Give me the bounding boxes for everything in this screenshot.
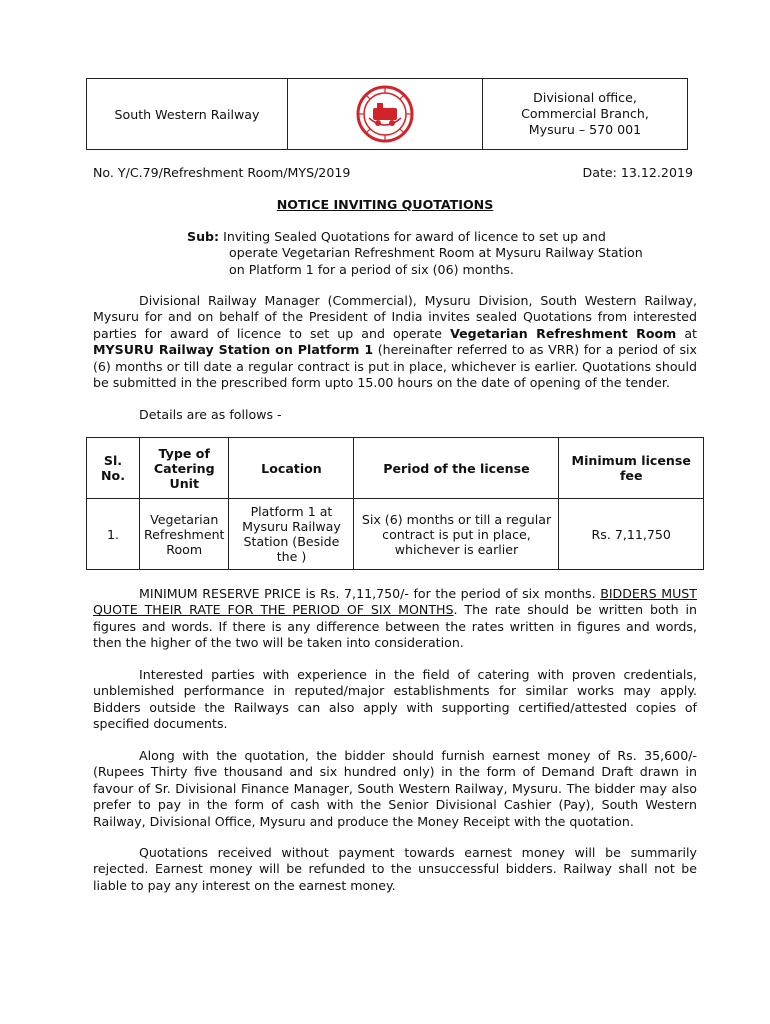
intro-paragraph (93, 293, 697, 391)
column-header: Minimum license fee (559, 438, 704, 499)
table-cell: Platform 1 at Mysuru Railway Station (Beside the ) (229, 499, 354, 570)
table-cell: Rs. 7,11,750 (559, 499, 704, 570)
table-cell: Six (6) months or till a regular contract is put in place, whichever is earlier (354, 499, 559, 570)
table-cell: 1. (87, 499, 140, 570)
para-bold: MYSURU Railway Station on Platform 1 (93, 342, 374, 358)
office-line: Commercial Branch, (521, 106, 649, 121)
notice-date: Date: 13.12.2019 (582, 165, 693, 180)
details-intro (93, 407, 697, 423)
letterhead (86, 78, 688, 150)
para-text: at (676, 325, 697, 341)
details-table (86, 437, 704, 570)
table-row (87, 499, 704, 570)
refund-paragraph (93, 845, 697, 894)
office-line: Mysuru – 570 001 (528, 122, 642, 137)
reference-number: No. Y/C.79/Refreshment Room/MYS/2019 (93, 165, 351, 180)
reference-line (93, 165, 693, 180)
column-header: Location (229, 438, 354, 499)
para-text: Along with the quotation, the bidder should furnish earnest money of Rs. 35,600/- (Rupees Thirty five thousand and six hundred only) in the form of Demand Draft drawn in favour of Sr. Divisional Finance Manager, South Western Railway, Mysuru. The bidder may also prefer to pay in the form of cash with the Senior Divisional Cashier (Pay), South Western Railway, Divisional Office, Mysuru and produce the Money Receipt with the quotation. (93, 748, 697, 829)
reserve-price-paragraph (93, 586, 697, 652)
para-bold: Vegetarian Refreshment Room (450, 325, 677, 341)
office-line: Divisional office, (533, 90, 637, 105)
eligibility-paragraph (93, 667, 697, 733)
column-header: Type of Catering Unit (140, 438, 229, 499)
subject-line: on Platform 1 for a period of six (06) months. (229, 261, 514, 277)
para-underlined: BIDDERS MUST QUOTE THEIR RATE FOR THE PERIOD OF SIX MONTHS (93, 586, 697, 618)
org-name: South Western Railway (87, 79, 288, 149)
subject-line: Inviting Sealed Quotations for award of licence to set up and (223, 229, 606, 244)
subject-label: Sub: (187, 229, 220, 244)
para-text: Quotations received without payment towards earnest money will be summarily rejected. Earnest money will be refunded to the unsuccessful bidders. Railway shall not be liable to pay any interest on the earnest money. (93, 845, 697, 893)
para-text: Interested parties with experience in the field of catering with proven credentials, unblemished performance in reputed/major establishments for similar works may apply. Bidders outside the Railways can also apply with supporting certified/attested copies of specified documents. (93, 667, 697, 732)
indian-railways-logo-icon (355, 84, 415, 144)
para-text: (hereinafter referred to as VRR) for a period of six (6) months or till date a regular contract is put in place, whichever is earlier. Quotations should be submitted in the prescribed form upto 15.00 hours on the date of opening of the tender. (93, 342, 697, 391)
subject-block (187, 229, 647, 278)
earnest-money-paragraph (93, 748, 697, 830)
table-cell: Vegetarian Refreshment Room (140, 499, 229, 570)
para-text: . The rate should be written both in figures and words. If there is any difference between the rates written in figures and words, then the higher of the two will be taken into consideration. (93, 602, 697, 651)
column-header: Period of the license (354, 438, 559, 499)
subject-line: operate Vegetarian Refreshment Room at Mysuru Railway Station (229, 245, 643, 261)
notice-title: NOTICE INVITING QUOTATIONS (276, 197, 494, 212)
details-intro-text: Details are as follows - (139, 407, 282, 422)
para-text: Divisional Railway Manager (Commercial), Mysuru Division, South Western Railway, Mysuru for and on behalf of the President of India invites sealed Quotations from interested parties for award of licence to set up and operate (93, 293, 697, 341)
table-header-row (87, 438, 704, 499)
column-header: Sl. No. (87, 438, 140, 499)
para-text: MINIMUM RESERVE PRICE is Rs. 7,11,750/- for the period of six months. (139, 586, 601, 601)
office-address (483, 79, 687, 149)
railway-logo (288, 79, 483, 149)
